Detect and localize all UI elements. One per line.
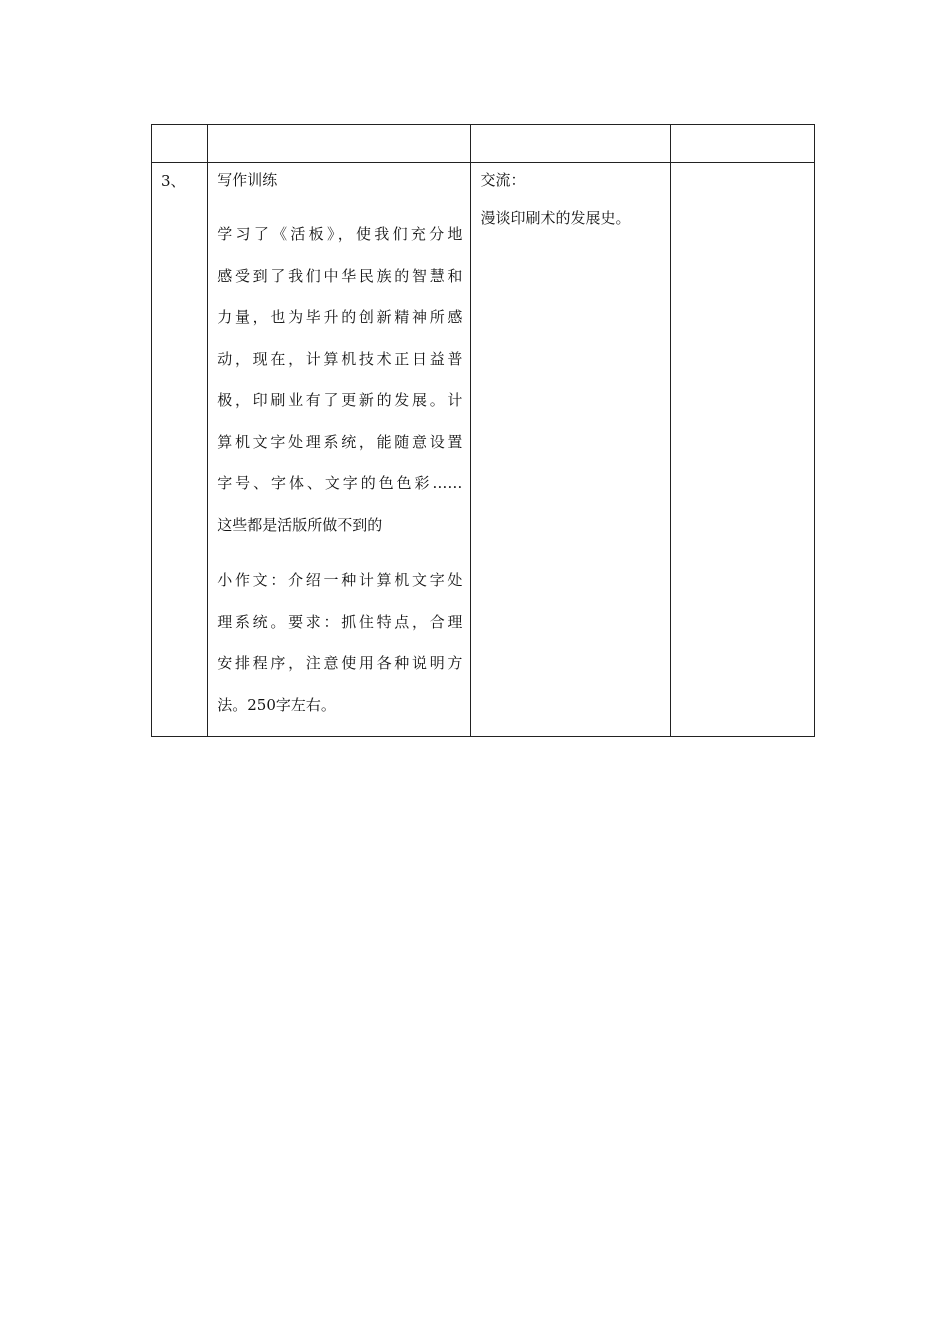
table-cell — [152, 125, 208, 163]
body-line: 感受到了我们中华民族的智慧和 — [217, 266, 463, 285]
body-line: 动，现在，计算机技术正日益普 — [217, 349, 463, 368]
activity-label: 交流： — [480, 171, 526, 189]
task-line: 法。250字左右。 — [217, 695, 336, 714]
body-line: 力量，也为毕升的创新精神所感 — [217, 308, 463, 326]
task-line: 安排程序，注意使用各种说明方 — [217, 654, 463, 672]
activity-text: 漫谈印刷术的发展史。 — [480, 209, 631, 227]
body-line: 算机文字处理系统，能随意设置 — [217, 432, 463, 451]
step-number: 3、 — [152, 163, 208, 737]
body-line: 这些都是活版所做不到的 — [217, 515, 383, 534]
content-heading: 写作训练 — [217, 171, 278, 189]
task-paragraph — [217, 560, 462, 726]
task-line: 小作文：介绍一种计算机文字处 — [217, 571, 463, 589]
table-row — [152, 125, 815, 163]
body-paragraph — [217, 214, 462, 546]
lesson-table — [151, 124, 815, 737]
table-row — [152, 163, 815, 737]
body-line: 字号、字体、文字的色色彩…… — [217, 474, 463, 492]
table-cell — [671, 125, 815, 163]
body-line: 学习了《活板》，使我们充分地 — [217, 225, 463, 243]
body-line: 极，印刷业有了更新的发展。计 — [217, 391, 463, 409]
table-cell — [208, 125, 471, 163]
activity-cell — [471, 163, 671, 737]
task-line: 理系统。要求：抓住特点，合理 — [217, 612, 463, 631]
table-cell — [471, 125, 671, 163]
notes-cell — [671, 163, 815, 737]
content-cell — [208, 163, 471, 737]
